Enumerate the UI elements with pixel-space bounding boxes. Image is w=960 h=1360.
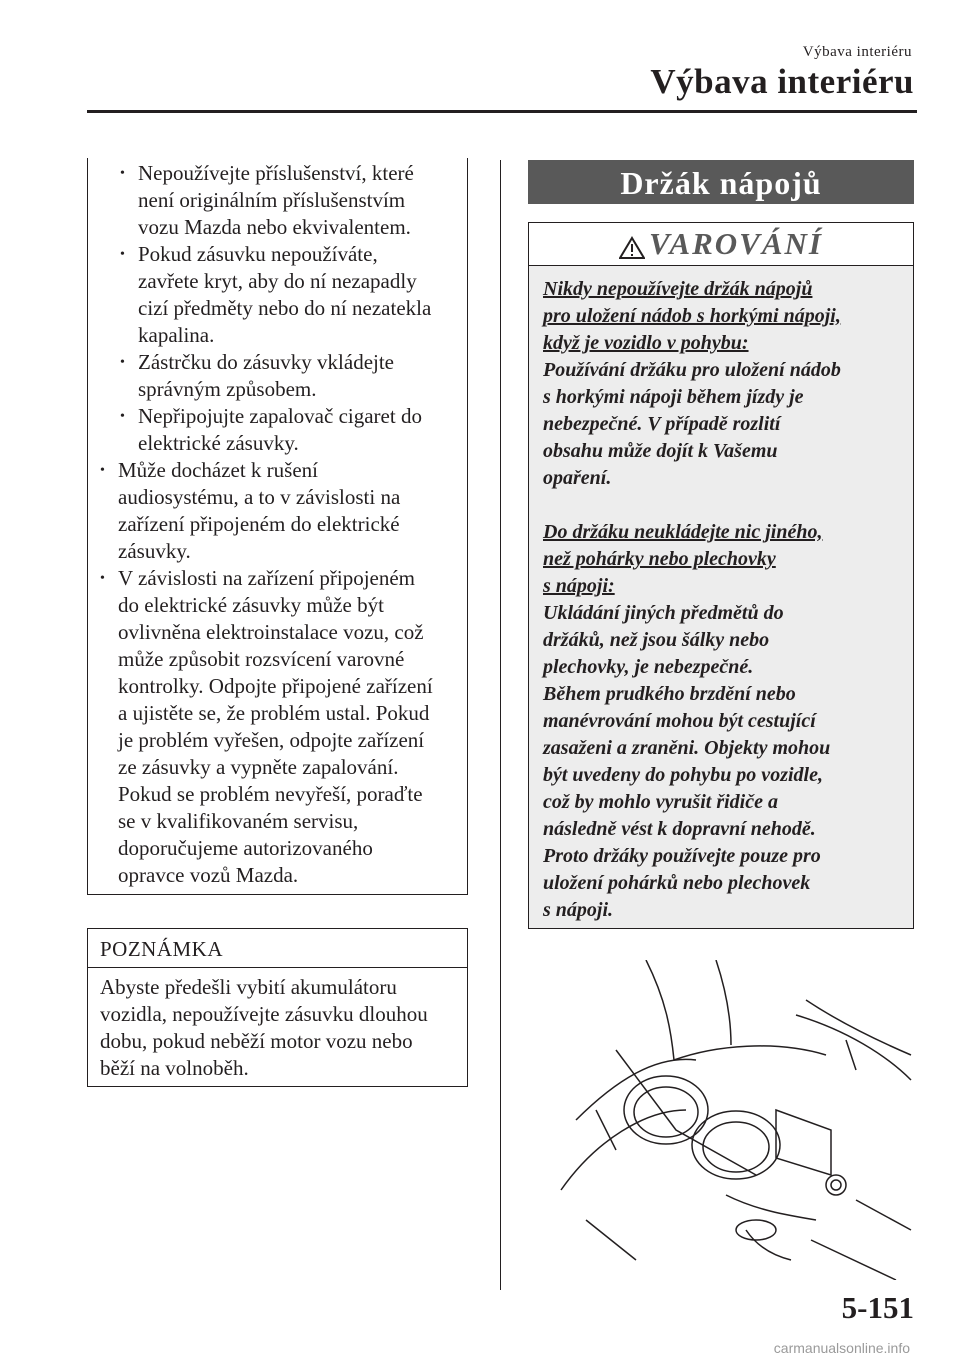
text-line: s nápoji. bbox=[543, 899, 614, 921]
bullet-dot-icon: • bbox=[120, 247, 125, 262]
text-line: a ujistěte se, že problém ustal. Pokud bbox=[118, 701, 430, 725]
text-line: když je vozidlo v pohybu: bbox=[543, 332, 749, 354]
text-line: být uvedeny do pohybu po vozidle, bbox=[543, 764, 823, 786]
left-box-bottom-border bbox=[87, 894, 468, 895]
text-line: s nápoji: bbox=[543, 575, 615, 597]
text-line: Používání držáku pro uložení nádob bbox=[543, 359, 841, 381]
text-line: vozu Mazda nebo ekvivalentem. bbox=[138, 215, 411, 239]
section-title: Držák nápojů bbox=[528, 160, 914, 204]
text-line: Může docházet k rušení bbox=[118, 458, 319, 482]
bullet-item bbox=[118, 403, 458, 457]
bullet-dot-icon: • bbox=[120, 409, 125, 424]
bullet-item bbox=[118, 160, 458, 241]
text-line: ze zásuvky a vypněte zapalování. bbox=[118, 755, 399, 779]
text-line: kontrolky. Odpojte připojené zařízení bbox=[118, 674, 433, 698]
warning-heading-1 bbox=[543, 276, 901, 357]
text-line: V závislosti na zařízení připojeném bbox=[118, 566, 416, 590]
warning-text-1 bbox=[543, 357, 901, 492]
text-line: pro uložení nádob s horkými nápoji, bbox=[543, 305, 841, 327]
text-line: zásuvky. bbox=[118, 539, 191, 563]
note-body bbox=[88, 968, 467, 1088]
text-line: se v kvalifikovaném servisu, bbox=[118, 809, 359, 833]
text-line: cizí předměty nebo do ní nezatekla bbox=[138, 296, 432, 320]
text-line: nebezpečné. V případě rozlití bbox=[543, 413, 781, 435]
text-line: obsahu může dojít k Vašemu bbox=[543, 440, 778, 462]
text-line: do elektrické zásuvky může být bbox=[118, 593, 384, 617]
text-line: elektrické zásuvky. bbox=[138, 431, 299, 455]
text-line: kapalina. bbox=[138, 323, 215, 347]
warning-text-2 bbox=[543, 600, 901, 924]
warning-body bbox=[529, 266, 913, 924]
header-small-title: Výbava interiéru bbox=[802, 44, 912, 60]
bullet-dot-icon: • bbox=[100, 571, 105, 586]
text-line: ovlivněna elektroinstalace vozu, což bbox=[118, 620, 424, 644]
warning-header bbox=[529, 223, 913, 266]
text-line: Do držáku neukládejte nic jiného, bbox=[543, 521, 823, 543]
bullet-item bbox=[118, 241, 458, 349]
text-line: držáků, než jsou šálky nebo bbox=[543, 629, 770, 651]
warning-title: VAROVÁNÍ bbox=[649, 226, 823, 261]
warning-box bbox=[528, 222, 914, 929]
bullet-item bbox=[98, 565, 458, 889]
text-line: Abyste předešli vybití akumulátoru bbox=[100, 975, 397, 999]
text-line: zasaženi a zraněni. Objekty mohou bbox=[543, 737, 831, 759]
bullet-item bbox=[118, 349, 458, 403]
text-line: běží na volnoběh. bbox=[100, 1056, 249, 1080]
header-rule bbox=[87, 110, 917, 113]
text-line: doporučujeme autorizovaného bbox=[118, 836, 373, 860]
text-line: opaření. bbox=[543, 467, 612, 489]
left-column-text bbox=[98, 160, 458, 889]
bullet-dot-icon: • bbox=[120, 166, 125, 181]
text-line: než pohárky nebo plechovky bbox=[543, 548, 776, 570]
text-line: s horkými nápoji během jízdy je bbox=[543, 386, 804, 408]
text-line: zařízení připojeném do elektrické bbox=[118, 512, 400, 536]
left-box-right-border bbox=[467, 158, 468, 895]
bullet-dot-icon: • bbox=[120, 355, 125, 370]
text-line: Pokud se problém nevyřeší, poraďte bbox=[118, 782, 423, 806]
text-line: Zástrčku do zásuvky vkládejte bbox=[138, 350, 394, 374]
text-line: Nepřipojujte zapalovač cigaret do bbox=[138, 404, 422, 428]
warning-heading-2 bbox=[543, 519, 901, 600]
text-line: manévrování mohou být cestující bbox=[543, 710, 816, 732]
text-line: je problém vyřešen, odpojte zařízení bbox=[118, 728, 425, 752]
bullet-item bbox=[98, 457, 458, 565]
text-line: Nikdy nepoužívejte držák nápojů bbox=[543, 278, 813, 300]
note-title: POZNÁMKA bbox=[100, 937, 224, 961]
text-line: může způsobit rozsvícení varovné bbox=[118, 647, 405, 671]
text-line: což by mohlo vyrušit řidiče a bbox=[543, 791, 778, 813]
text-line: Ukládání jiných předmětů do bbox=[543, 602, 784, 624]
text-line: opravce vozů Mazda. bbox=[118, 863, 299, 887]
bullet-dot-icon: • bbox=[100, 463, 105, 478]
text-line: není originálním příslušenstvím bbox=[138, 188, 406, 212]
warning-triangle-icon bbox=[619, 236, 645, 265]
text-line: dobu, pokud neběží motor vozu nebo bbox=[100, 1029, 413, 1053]
text-line: Nepoužívejte příslušenství, které bbox=[138, 161, 414, 185]
cup-holder-illustration bbox=[556, 960, 916, 1280]
text-line: správným způsobem. bbox=[138, 377, 317, 401]
text-line: zavřete kryt, aby do ní nezapadly bbox=[138, 269, 417, 293]
note-box bbox=[87, 928, 468, 1087]
header-title: Výbava interiéru bbox=[650, 62, 914, 101]
text-line: vozidla, nepoužívejte zásuvku dlouhou bbox=[100, 1002, 428, 1026]
text-line: Proto držáky používejte pouze pro bbox=[543, 845, 821, 867]
column-divider bbox=[500, 160, 501, 1290]
page-number: 5-151 bbox=[841, 1290, 914, 1325]
left-box-left-border bbox=[87, 158, 88, 895]
text-line: Během prudkého brzdění nebo bbox=[543, 683, 796, 705]
text-line: následně vést k dopravní nehodě. bbox=[543, 818, 816, 840]
text-line: audiosystému, a to v závislosti na bbox=[118, 485, 401, 509]
text-line: plechovky, je nebezpečné. bbox=[543, 656, 754, 678]
text-line: Pokud zásuvku nepoužíváte, bbox=[138, 242, 378, 266]
footer-watermark: carmanualsonline.info bbox=[773, 1340, 910, 1356]
text-line: uložení pohárků nebo plechovek bbox=[543, 872, 811, 894]
